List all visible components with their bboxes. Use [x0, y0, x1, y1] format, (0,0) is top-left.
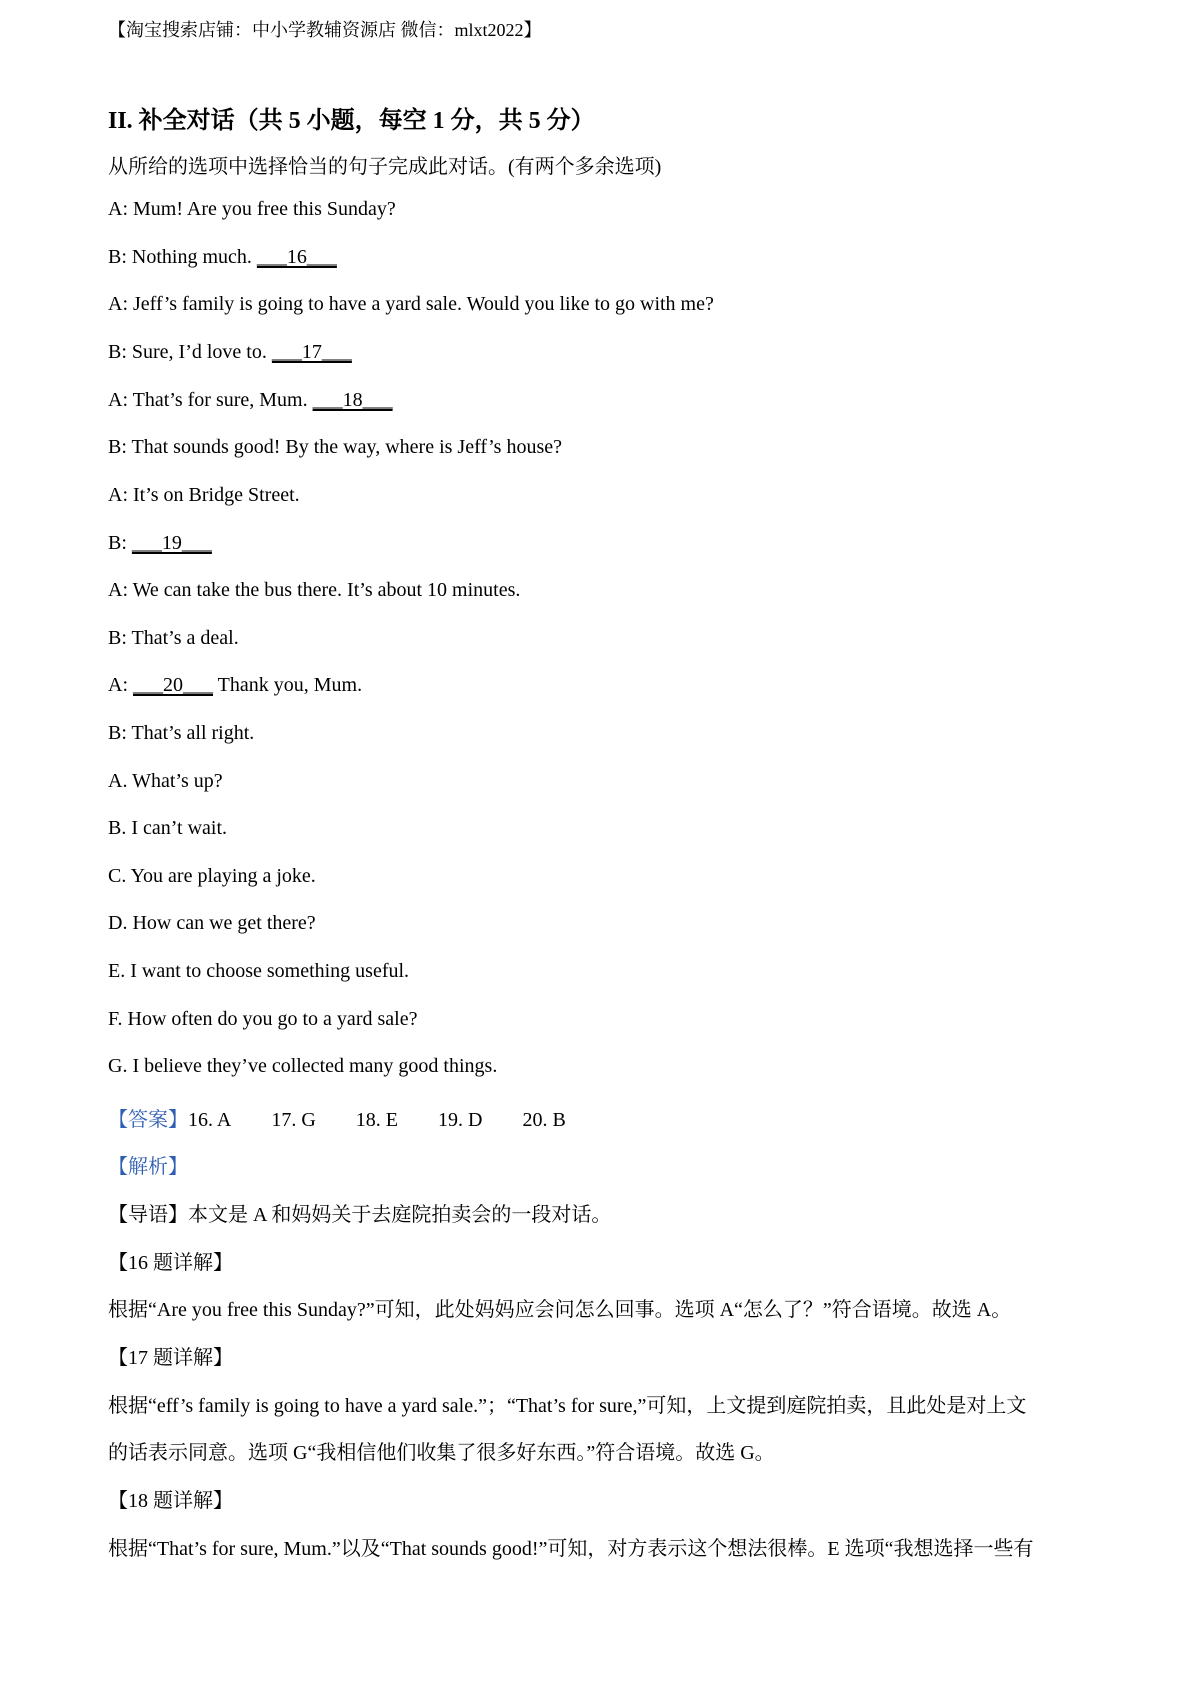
dialogue-line: A: It’s on Bridge Street. [108, 484, 300, 506]
dialogue-line: B: ___19___ [108, 532, 212, 554]
dialogue-line: A: Jeff’s family is going to have a yard sale. Would you like to go with me? [108, 293, 714, 315]
answer-label: 【答案】 [108, 1109, 188, 1131]
answer-item: 20. B [522, 1109, 566, 1131]
section-title: II. 补全对话（共 5 小题，每空 1 分，共 5 分） [108, 108, 595, 134]
dialogue-line: A: We can take the bus there. It’s about 10 minutes. [108, 579, 521, 601]
option-b: B. I can’t wait. [108, 817, 228, 839]
instruction: 从所给的选项中选择恰当的句子完成此对话。(有两个多余选项) [108, 156, 662, 178]
blank-20: ___20___ [133, 674, 213, 696]
detail-text-18: 根据“That’s for sure, Mum.”以及“That sounds good!”可知，对方表示这个想法很棒。E 选项“我想选择一些有 [108, 1538, 1034, 1560]
answer-row [108, 1103, 566, 1132]
option-d: D. How can we get there? [108, 912, 316, 934]
dialogue-line: B: That’s a deal. [108, 627, 239, 649]
blank-19: ___19___ [131, 532, 212, 554]
answer-item: 16. A [188, 1109, 232, 1131]
answer-item: 18. E [355, 1109, 399, 1131]
guide-text: 【导语】本文是 A 和妈妈关于去庭院拍卖会的一段对话。 [108, 1204, 612, 1226]
detail-heading-17: 【17 题详解】 [108, 1347, 233, 1369]
blank-17: ___17___ [271, 341, 352, 363]
option-c: C. You are playing a joke. [108, 865, 316, 887]
option-g: G. I believe they’ve collected many good things. [108, 1055, 498, 1077]
dialogue-line: B: Nothing much. ___16___ [108, 246, 337, 268]
detail-text-16: 根据“Are you free this Sunday?”可知，此处妈妈应会问怎么回事。选项 A“怎么了？”符合语境。故选 A。 [108, 1299, 1012, 1321]
option-e: E. I want to choose something useful. [108, 960, 410, 982]
blank-16: ___16___ [256, 246, 337, 268]
detail-heading-16: 【16 题详解】 [108, 1252, 233, 1274]
blank-18: ___18___ [312, 389, 393, 411]
dialogue-line: B: Sure, I’d love to. ___17___ [108, 341, 352, 363]
detail-text-17-line1: 根据“eff’s family is going to have a yard sale.”；“That’s for sure,”可知，上文提到庭院拍卖，且此处是对上文 [108, 1395, 1027, 1417]
shop-header: 【淘宝搜索店铺：中小学教辅资源店 微信：mlxt2022】 [108, 20, 542, 40]
analysis-label: 【解析】 [108, 1156, 188, 1178]
detail-text-17-line2: 的话表示同意。选项 G“我相信他们收集了很多好东西。”符合语境。故选 G。 [108, 1442, 775, 1464]
option-f: F. How often do you go to a yard sale? [108, 1008, 418, 1030]
answer-item: 19. D [438, 1109, 483, 1131]
answer-item: 17. G [271, 1109, 316, 1131]
dialogue-line: A: ___20___ Thank you, Mum. [108, 674, 363, 696]
option-a: A. What’s up? [108, 770, 223, 792]
detail-heading-18: 【18 题详解】 [108, 1490, 233, 1512]
dialogue-line: A: Mum! Are you free this Sunday? [108, 198, 396, 220]
dialogue-line: B: That’s all right. [108, 722, 255, 744]
dialogue-line: A: That’s for sure, Mum. ___18___ [108, 389, 393, 411]
dialogue-line: B: That sounds good! By the way, where is Jeff’s house? [108, 436, 563, 458]
